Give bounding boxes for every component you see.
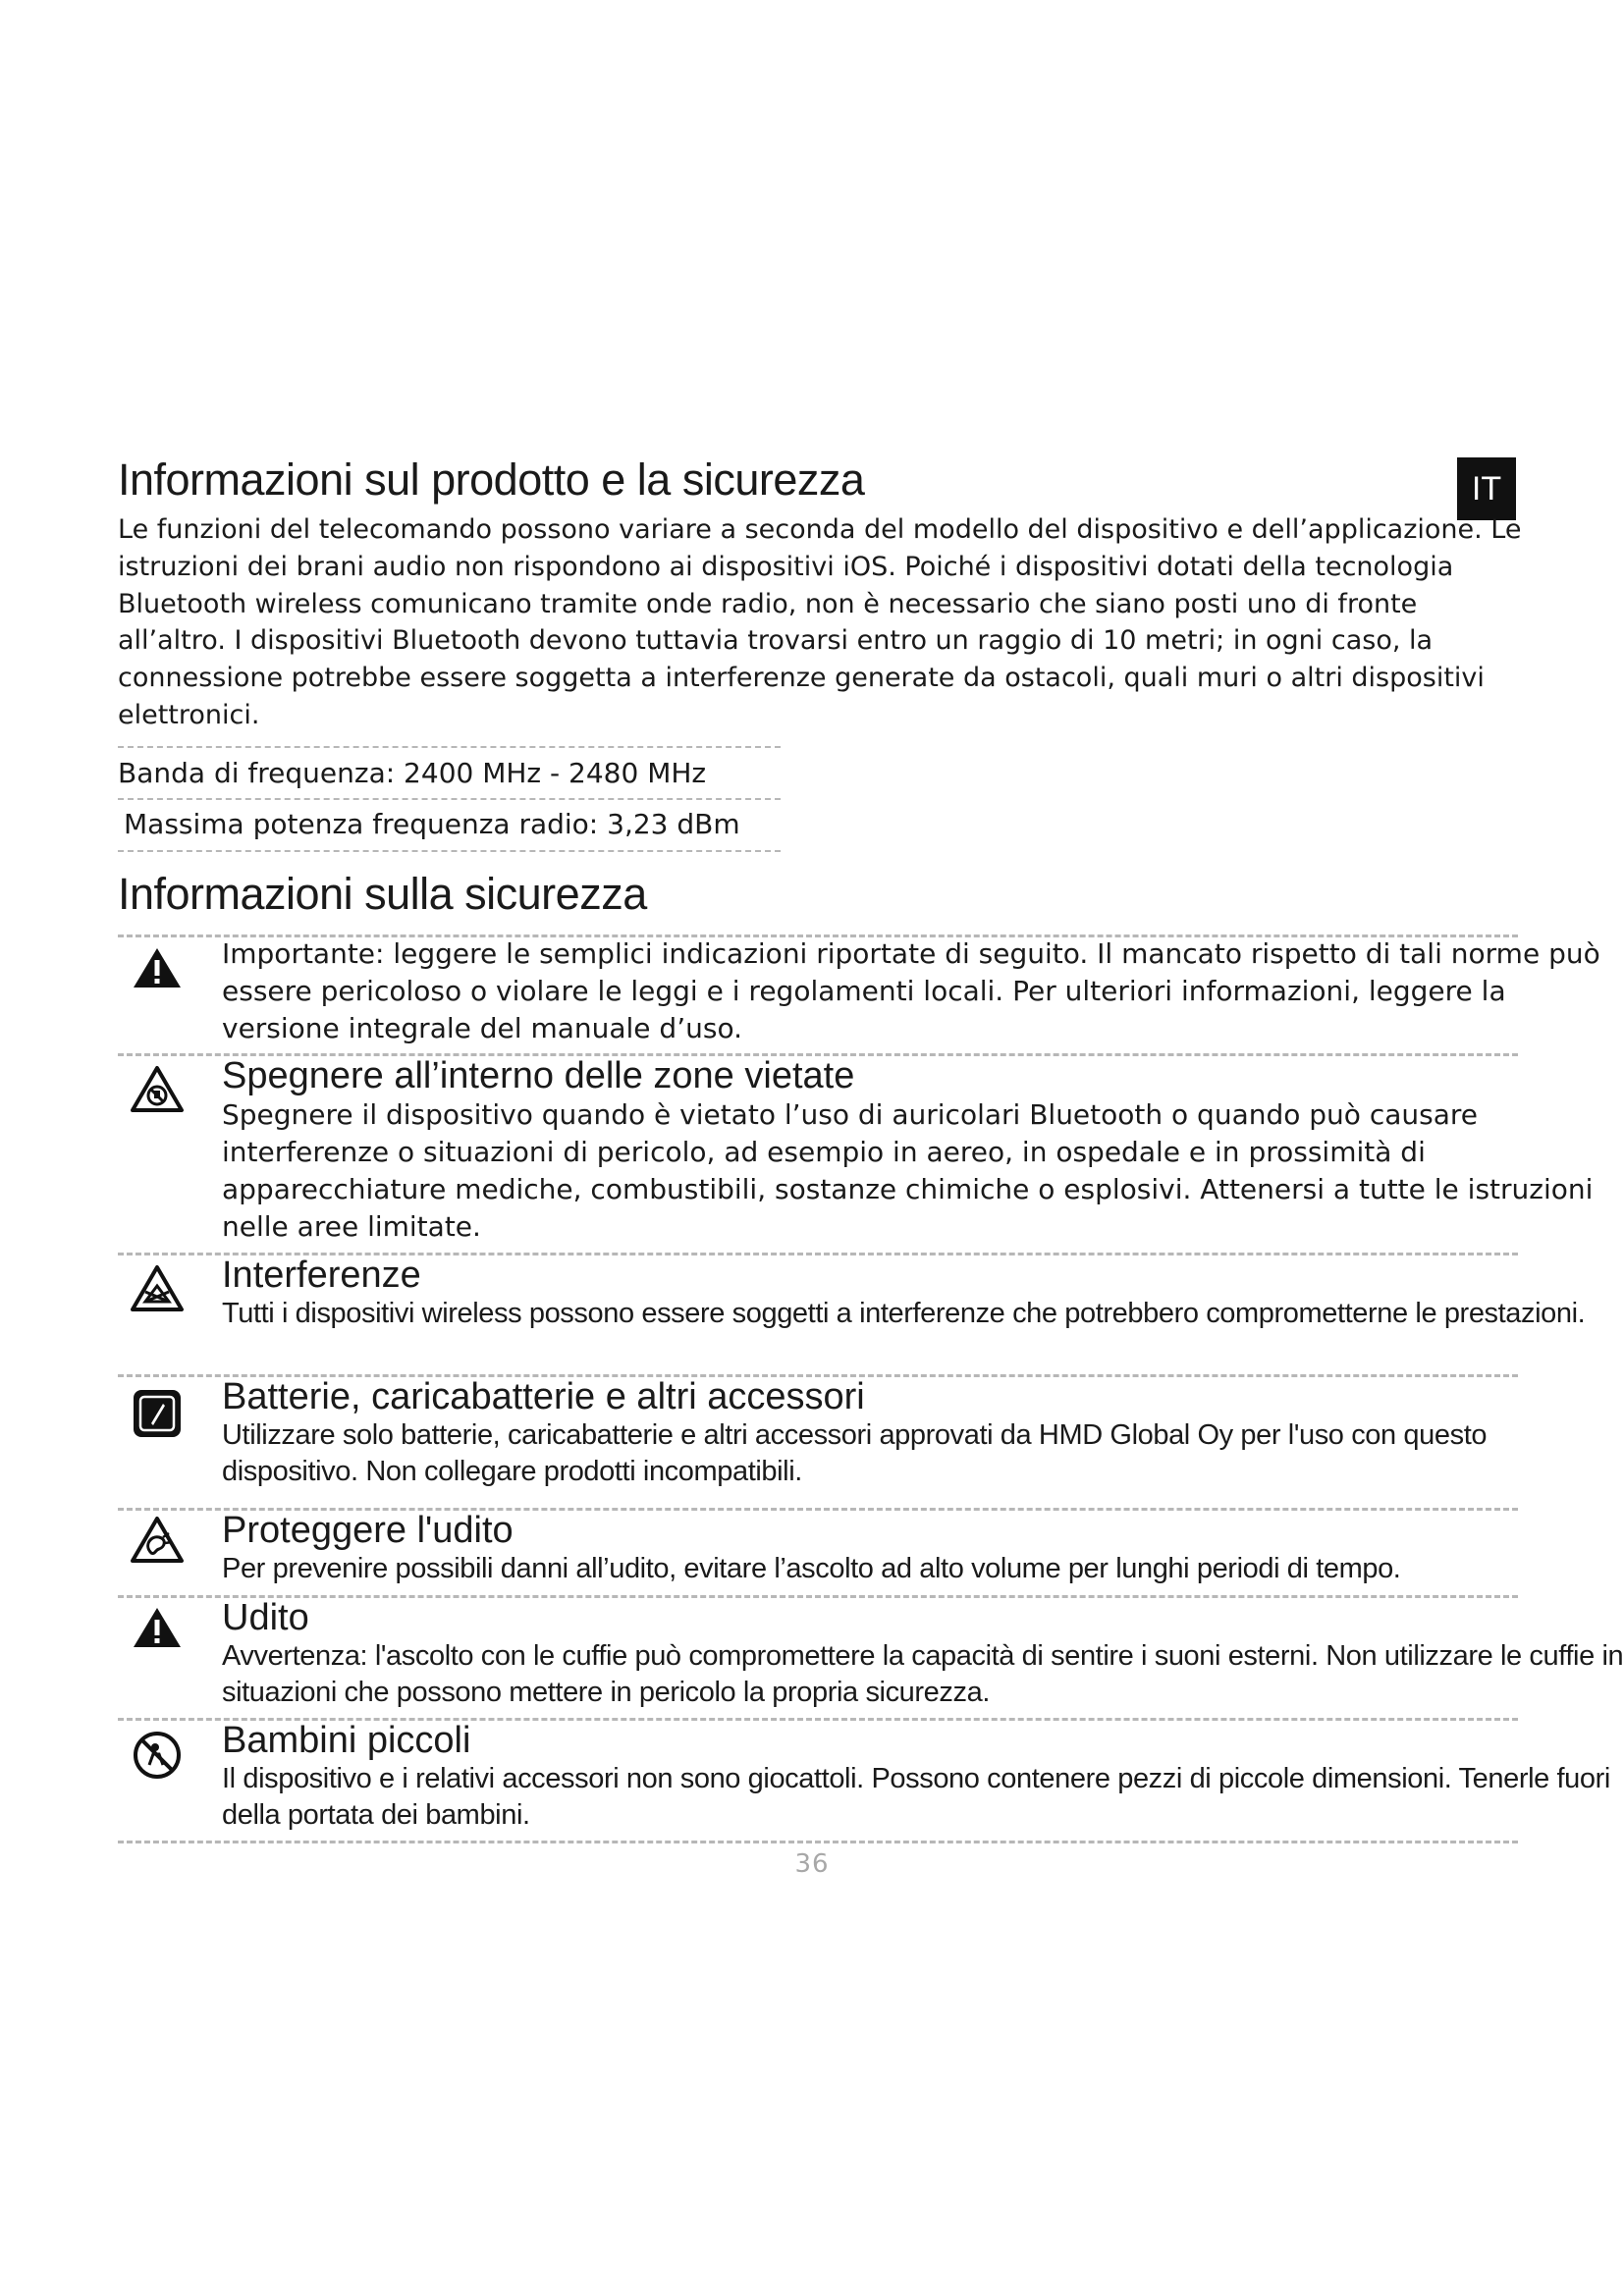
section-title: Interferenze [222,1255,421,1296]
hearing-protection-icon [118,1516,196,1578]
section-title: Udito [222,1597,309,1638]
divider [118,798,781,800]
section-body: Utilizzare solo batterie, caricabatterie e altri accessori approvati da HMD Global Oy per l'uso con questo dispositivo. Non collegare prodotti incompatibili. [222,1419,1488,1487]
section-body: Spegnere il dispositivo quando è vietato l’uso di auricolari Bluetooth o quando può causare interferenze o situazioni di pericolo, ad esempio in aereo, in ospedale e in prossimità di apparecchiature mediche, combustibili, sostanze chimiche o esplosivi. Attenersi a tutte le istruzioni nelle aree limitate. [222,1098,1594,1243]
section-title: Batterie, caricabatterie e altri accessori [222,1376,865,1417]
divider [118,850,781,852]
page-number: 36 [794,1849,830,1879]
frequency-band-spec: Banda di frequenza: 2400 MHz - 2480 MHz [118,757,707,789]
divider [118,1841,1518,1843]
section-title: Spegnere all’interno delle zone vietate [222,1055,855,1096]
interference-icon [118,1264,196,1327]
page-title: Informazioni sul prodotto e la sicurezza [118,454,865,505]
warning-icon [118,1605,196,1668]
max-power-spec: Massima potenza frequenza radio: 3,23 dBm [124,808,740,840]
language-badge: IT [1457,457,1516,520]
section-body: Avvertenza: l'ascolto con le cuffie può compromettere la capacità di sentire i suoni esterni. Non utilizzare le cuffie in situazioni che possono mettere in pericolo la propria sicurezza. [222,1640,1624,1708]
warning-icon [118,945,196,1008]
section-body: Per prevenire possibili danni all’udito, evitare l’ascolto ad alto volume per lunghi periodi di tempo. [222,1553,1401,1584]
divider [118,746,781,748]
section-body: Importante: leggere le semplici indicazioni riportate di seguito. Il mancato rispetto di tali norme può essere pericoloso o violare le leggi e i regolamenti locali. Per ulteriori informazioni, leggere la versione integrale del manuale d’uso. [222,937,1600,1044]
restricted-area-icon [118,1065,196,1128]
section-title: Bambini piccoli [222,1720,471,1761]
section-title: Proteggere l'udito [222,1510,514,1551]
no-children-icon [118,1730,196,1792]
battery-icon [118,1388,196,1451]
intro-paragraph: Le funzioni del telecomando possono variare a seconda del modello del dispositivo e dell’applicazione. Le istruzioni dei brani audio non rispondono ai dispositivi iOS. Poiché i dispositivi dotati della tecnologia Bluetooth wireless comunicano tramite onde radio, non è necessario che siano posti uno di fronte all’altro. I dispositivi Bluetooth devono tuttavia trovarsi entro un raggio di 10 metri; in ogni caso, la connessione potrebbe essere soggetta a interferenze generate da ostacoli, quali muri o altri dispositivi elettronici. [118,514,1522,730]
section-body: Tutti i dispositivi wireless possono essere soggetti a interferenze che potrebbero comprometterne le prestazioni. [222,1298,1586,1329]
safety-title: Informazioni sulla sicurezza [118,869,647,919]
section-body: Il dispositivo e i relativi accessori non sono giocattoli. Possono contenere pezzi di piccole dimensioni. Tenerle fuori della portata dei bambini. [222,1763,1610,1831]
